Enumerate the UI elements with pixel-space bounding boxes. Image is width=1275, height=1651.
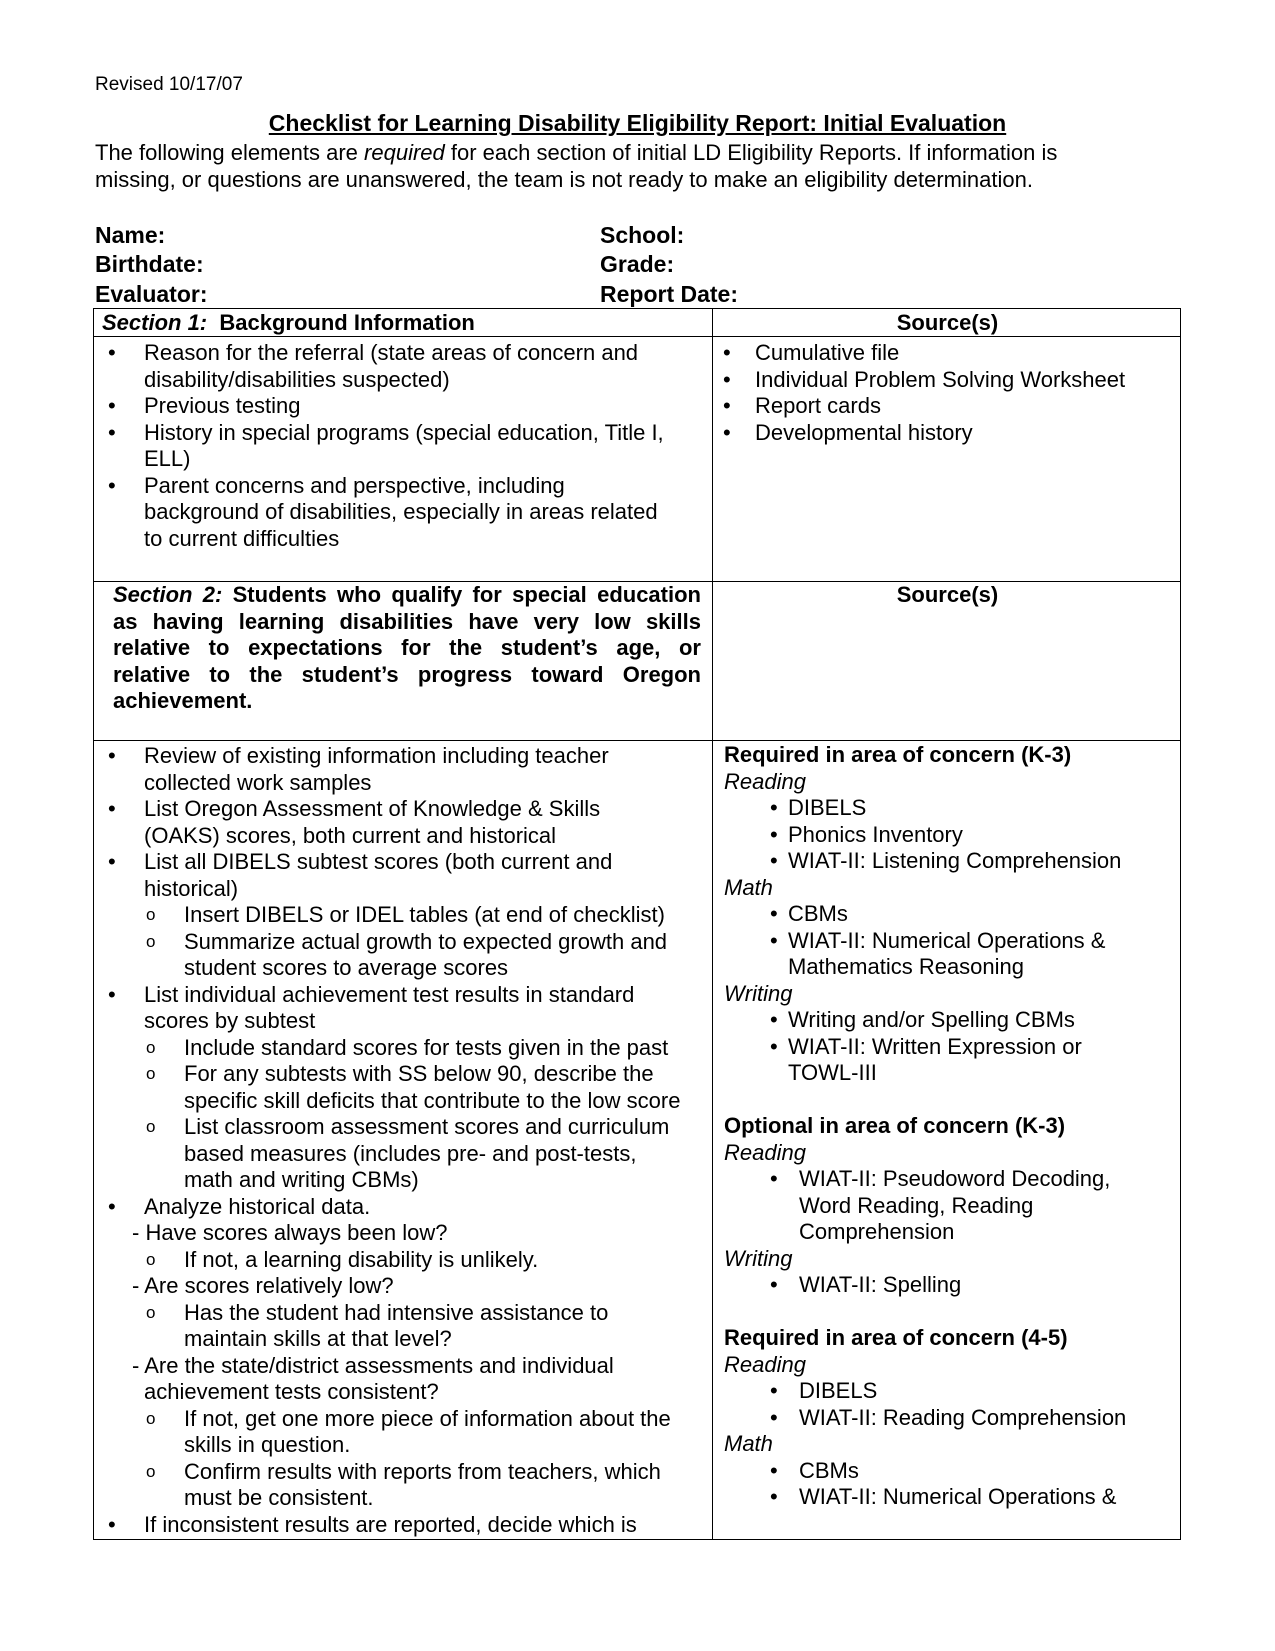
checklist-item-text: scores by subtest [144, 1008, 316, 1033]
source-line [713, 795, 1182, 822]
name-label: Name: [95, 222, 166, 248]
section1-sources [713, 340, 1182, 446]
sub-bullet-icon: o [146, 1064, 156, 1083]
checklist-table [93, 308, 1181, 1540]
section1-header [102, 309, 475, 336]
bullet-icon: • [770, 1166, 778, 1191]
checklist-item-text: to current difficulties [144, 525, 340, 551]
source-group-heading: Required in area of concern (K-3) [724, 742, 1072, 767]
section1-title: Background Information [207, 310, 475, 335]
bullet-icon: • [723, 366, 731, 392]
section2-label: Section 2: [113, 582, 223, 607]
bullet-icon: • [770, 1272, 778, 1297]
source-line [713, 1219, 1182, 1246]
bullet-icon: • [723, 393, 731, 418]
source-line [713, 981, 1182, 1008]
bullet-icon: • [723, 340, 731, 365]
source-text: WIAT-II: Numerical Operations & [788, 927, 1106, 953]
bullet-icon: • [108, 340, 116, 365]
checklist-item-text: If inconsistent results are reported, decide which is [144, 1511, 637, 1537]
section2-sources-header: Source(s) [896, 582, 999, 607]
checklist-line [94, 1459, 712, 1486]
checklist-item-text: List individual achievement test results in standard [144, 981, 635, 1007]
checklist-line [94, 1061, 712, 1088]
bullet-icon: • [770, 1484, 778, 1509]
checklist-line [94, 902, 712, 929]
bullet-icon: • [770, 795, 778, 820]
source-subject: Writing [724, 1245, 793, 1271]
checklist-item-text: List classroom assessment scores and curriculum [184, 1114, 670, 1139]
source-line [713, 1087, 1182, 1114]
source-item [713, 393, 1182, 420]
source-line [713, 1007, 1182, 1034]
checklist-line [94, 1220, 712, 1247]
source-text: WIAT-II: Reading Comprehension [799, 1404, 1127, 1430]
source-line [713, 875, 1182, 902]
source-line [713, 1060, 1182, 1087]
checklist-item-text: Parent concerns and perspective, including [144, 472, 565, 498]
checklist-line [94, 446, 712, 473]
source-line [713, 1458, 1182, 1485]
checklist-item-text: specific skill deficits that contribute to the low score [184, 1087, 681, 1113]
source-text: Mathematics Reasoning [788, 954, 1025, 979]
section1-sources-header: Source(s) [896, 310, 999, 335]
section1-label: Section 1: [102, 310, 208, 335]
checklist-line [94, 876, 712, 903]
sub-bullet-icon: o [146, 1302, 156, 1322]
checklist-item-text: If not, get one more piece of information about the [184, 1405, 671, 1431]
source-line [713, 1193, 1182, 1220]
checklist-item-text: History in special programs (special education, Title I, [144, 419, 664, 445]
source-item [713, 340, 1182, 367]
source-text: Developmental history [755, 419, 973, 445]
checklist-line [94, 1141, 712, 1168]
source-text: WIAT-II: Pseudoword Decoding, [799, 1166, 1111, 1191]
checklist-line [94, 1194, 712, 1221]
birthdate-label: Birthdate: [95, 251, 204, 277]
source-item [713, 367, 1182, 394]
checklist-item-text: Insert DIBELS or IDEL tables (at end of checklist) [184, 902, 665, 927]
checklist-item-text: student scores to average scores [184, 955, 509, 980]
sub-bullet-icon: o [146, 1249, 156, 1269]
source-line [713, 954, 1182, 981]
checklist-line [94, 849, 712, 876]
source-text: CBMs [788, 901, 848, 926]
source-text: WIAT-II: Written Expression or [788, 1033, 1082, 1059]
evaluator-label: Evaluator: [95, 281, 208, 307]
section2-sources [713, 742, 1182, 1511]
sub-bullet-icon: o [146, 1408, 156, 1428]
bullet-icon: • [108, 743, 116, 768]
source-line [713, 1325, 1182, 1352]
source-subject: Math [724, 1431, 773, 1456]
checklist-item-text: List all DIBELS subtest scores (both current and [144, 849, 613, 874]
source-line [713, 1352, 1182, 1379]
row-divider [94, 740, 1180, 741]
checklist-line [94, 1379, 712, 1406]
sub-bullet-icon: o [146, 1037, 156, 1057]
source-subject: Reading [724, 768, 806, 794]
sub-bullet-icon: o [146, 1461, 156, 1481]
sub-bullet-icon: o [146, 1117, 156, 1136]
source-text: Writing and/or Spelling CBMs [788, 1007, 1075, 1032]
checklist-line [94, 823, 712, 850]
intro-line1-post: for each section of initial LD Eligibility Reports. If information is [444, 140, 1058, 165]
bullet-icon: • [770, 1033, 778, 1059]
section1-items [94, 340, 712, 552]
checklist-line [94, 473, 712, 500]
bullet-icon: • [770, 1007, 778, 1032]
source-line [713, 822, 1182, 849]
section2-header-line [113, 582, 701, 609]
source-line [713, 1140, 1182, 1167]
checklist-item-text: disability/disabilities suspected) [144, 366, 450, 392]
checklist-item-text: Analyze historical data. [144, 1193, 371, 1219]
section2-header-text: as having learning disabilities have very low skills [113, 608, 701, 634]
source-text: Word Reading, Reading [799, 1192, 1034, 1218]
bullet-icon: • [770, 1404, 778, 1430]
checklist-line [94, 1088, 712, 1115]
checklist-line [94, 526, 712, 553]
source-line [713, 1246, 1182, 1273]
section2-header [113, 582, 701, 715]
bullet-icon: • [108, 419, 116, 445]
checklist-item-text: must be consistent. [184, 1485, 374, 1510]
source-subject: Writing [724, 980, 793, 1006]
source-line [713, 1378, 1182, 1405]
checklist-line [94, 340, 712, 367]
source-line [713, 1405, 1182, 1432]
school-label: School: [600, 222, 685, 248]
checklist-line [94, 955, 712, 982]
checklist-line [94, 1114, 712, 1141]
source-line [713, 1113, 1182, 1140]
source-text: WIAT-II: Listening Comprehension [788, 848, 1122, 873]
bullet-icon: • [770, 1457, 778, 1483]
source-line [713, 769, 1182, 796]
section2-header-line [113, 662, 701, 689]
checklist-line [94, 1485, 712, 1512]
grade-label: Grade: [600, 251, 675, 277]
bullet-icon: • [108, 472, 116, 498]
source-line [713, 742, 1182, 769]
sub-bullet-icon: o [146, 931, 156, 951]
bullet-icon: • [108, 1511, 116, 1537]
checklist-item-text: If not, a learning disability is unlikely. [184, 1246, 539, 1272]
source-subject: Reading [724, 1139, 806, 1165]
source-text: DIBELS [799, 1378, 878, 1403]
intro-line1-pre: The following elements are [95, 140, 365, 165]
source-text: CBMs [799, 1457, 859, 1483]
report-date-label: Report Date: [600, 281, 739, 307]
checklist-line [94, 982, 712, 1009]
section2-header-text: achievement. [113, 688, 253, 713]
source-text: Phonics Inventory [788, 821, 963, 847]
source-line [713, 1431, 1182, 1458]
source-text: Comprehension [799, 1219, 955, 1244]
checklist-line [94, 796, 712, 823]
checklist-item-text: Previous testing [144, 393, 301, 418]
source-line [713, 928, 1182, 955]
source-line [713, 1034, 1182, 1061]
source-text: Individual Problem Solving Worksheet [755, 366, 1126, 392]
checklist-line [94, 1432, 712, 1459]
checklist-item-text: maintain skills at that level? [184, 1326, 452, 1351]
section2-header-text: relative to expectations for the student’s age, or [113, 635, 701, 660]
bullet-icon: • [108, 981, 116, 1007]
section2-header-text: relative to the student’s progress toward Oregon [113, 661, 701, 687]
bullet-icon: • [770, 927, 778, 953]
source-line [713, 1272, 1182, 1299]
checklist-item-text: - Are scores relatively low? [132, 1273, 394, 1298]
checklist-item-text: historical) [144, 875, 239, 901]
source-subject: Math [724, 874, 773, 900]
checklist-line [94, 499, 712, 526]
checklist-line [94, 367, 712, 394]
checklist-item-text: collected work samples [144, 769, 372, 795]
source-line [713, 1299, 1182, 1326]
checklist-item-text: background of disabilities, especially in areas related [144, 499, 658, 524]
checklist-item-text: Has the student had intensive assistance to [184, 1299, 609, 1325]
source-text: TOWL-III [788, 1060, 877, 1085]
checklist-item-text: Include standard scores for tests given in the past [184, 1034, 669, 1060]
checklist-line [94, 1353, 712, 1380]
checklist-line [94, 743, 712, 770]
source-text: Cumulative file [755, 340, 900, 365]
checklist-line [94, 1167, 712, 1194]
checklist-item-text: (OAKS) scores, both current and historical [144, 822, 557, 848]
checklist-line [94, 1406, 712, 1433]
bullet-icon: • [770, 1378, 778, 1403]
checklist-item-text: - Are the state/district assessments and individual [132, 1352, 614, 1378]
source-line [713, 1166, 1182, 1193]
section2-items [94, 743, 712, 1538]
checklist-line [94, 1273, 712, 1300]
bullet-icon: • [108, 393, 116, 418]
section2-header-line [113, 609, 701, 636]
checklist-item-text: Summarize actual growth to expected growth and [184, 928, 668, 954]
source-group-heading: Optional in area of concern (K-3) [724, 1113, 1066, 1138]
bullet-icon: • [770, 901, 778, 926]
source-text: WIAT-II: Spelling [799, 1272, 962, 1297]
source-text: WIAT-II: Numerical Operations & [799, 1484, 1117, 1509]
checklist-line [94, 1512, 712, 1539]
bullet-icon: • [108, 1193, 116, 1219]
bullet-icon: • [108, 796, 116, 821]
intro-required-emphasis: required [364, 140, 445, 165]
checklist-item-text: Review of existing information including teacher [144, 743, 609, 768]
bullet-icon: • [770, 848, 778, 873]
checklist-line [94, 929, 712, 956]
checklist-line [94, 1247, 712, 1274]
source-text: Report cards [755, 393, 881, 418]
checklist-item-text: - Have scores always been low? [132, 1220, 448, 1245]
source-line [713, 848, 1182, 875]
bullet-icon: • [723, 419, 731, 445]
bullet-icon: • [108, 849, 116, 874]
checklist-line [94, 1326, 712, 1353]
source-text: DIBELS [788, 795, 867, 820]
checklist-item-text: math and writing CBMs) [184, 1167, 419, 1192]
intro-text [95, 140, 1057, 193]
checklist-line [94, 1300, 712, 1327]
checklist-item-text: based measures (includes pre- and post-tests, [184, 1140, 637, 1166]
checklist-line [94, 420, 712, 447]
checklist-line [94, 1035, 712, 1062]
checklist-item-text: For any subtests with SS below 90, describe the [184, 1061, 654, 1086]
checklist-line [94, 393, 712, 420]
section2-header-text: Students who qualify for special education [222, 582, 701, 607]
checklist-item-text: skills in question. [184, 1432, 351, 1457]
checklist-item-text: Confirm results with reports from teachers, which [184, 1458, 661, 1484]
checklist-line [94, 770, 712, 797]
checklist-item-text: achievement tests consistent? [144, 1379, 439, 1404]
sub-bullet-icon: o [146, 905, 156, 924]
source-line [713, 1484, 1182, 1511]
revision-date: Revised 10/17/07 [95, 74, 243, 95]
checklist-item-text: List Oregon Assessment of Knowledge & Skills [144, 796, 601, 821]
section2-header-line [113, 635, 701, 662]
source-item [713, 420, 1182, 447]
bullet-icon: • [770, 821, 778, 847]
intro-line2: missing, or questions are unanswered, the team is not ready to make an eligibility determination. [95, 166, 1033, 192]
source-subject: Reading [724, 1351, 806, 1377]
page-title: Checklist for Learning Disability Eligibility Report: Initial Evaluation [268, 110, 1007, 136]
section2-header-line [113, 688, 701, 715]
checklist-line [94, 1008, 712, 1035]
checklist-item-text: Reason for the referral (state areas of concern and [144, 340, 639, 365]
row-divider [94, 336, 1180, 337]
source-group-heading: Required in area of concern (4-5) [724, 1325, 1068, 1350]
source-line [713, 901, 1182, 928]
checklist-item-text: ELL) [144, 446, 191, 471]
